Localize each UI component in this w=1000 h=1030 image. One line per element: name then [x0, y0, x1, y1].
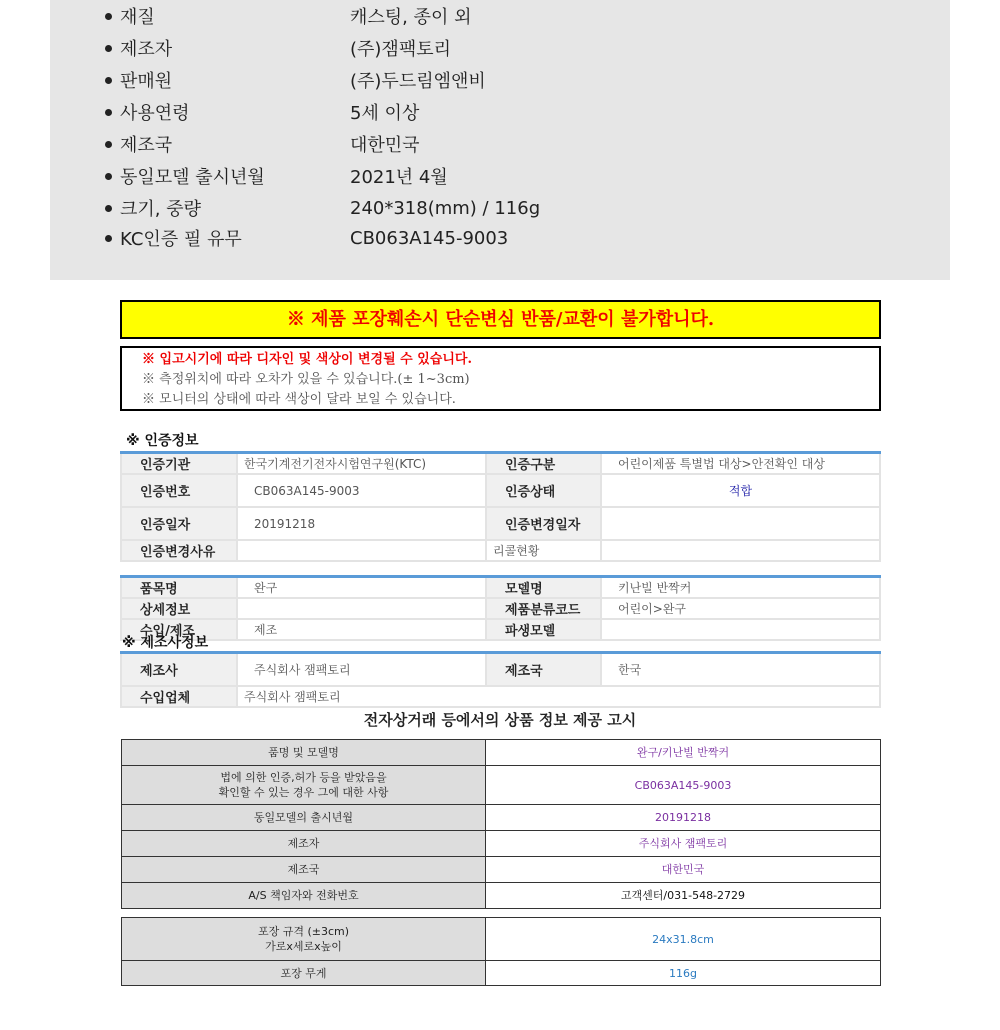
- spec-value: 5세 이상: [350, 103, 420, 124]
- cell: 품명 및 모델명: [122, 740, 486, 766]
- cell: [122, 918, 486, 961]
- cell: 주식회사 잼팩토리: [237, 686, 880, 707]
- cell: 제품분류코드: [486, 598, 601, 619]
- cell-line: 법에 의한 인증,허가 등을 받았음을: [220, 771, 387, 784]
- cert-table: [120, 451, 881, 562]
- table-row: [122, 961, 881, 986]
- spec-value: 캐스팅, 종이 외: [350, 7, 472, 28]
- cell: [601, 619, 880, 640]
- spec-label: 크기, 중량: [105, 195, 350, 221]
- table-row: [122, 831, 881, 857]
- notice-line: ※ 모니터의 상태에 따라 색상이 달라 보일 수 있습니다.: [142, 392, 456, 407]
- cert-title: ※ 인증정보: [126, 433, 199, 449]
- cell: 인증구분: [486, 453, 601, 475]
- notice-box: [120, 346, 881, 411]
- spec-row: [105, 96, 419, 128]
- table-row: [122, 918, 881, 961]
- cell: 완구/키난빌 반짝커: [486, 740, 881, 766]
- cell: 어린이>완구: [601, 598, 880, 619]
- spec-label: 제조국: [105, 131, 350, 157]
- product-info-table: [121, 739, 881, 909]
- table-row: [122, 857, 881, 883]
- cell: [237, 540, 486, 561]
- table-row: [121, 598, 880, 619]
- spec-row: [105, 128, 420, 160]
- cell: [601, 507, 880, 540]
- cell: CB063A145-9003: [237, 474, 486, 507]
- spec-label: 제조자: [105, 35, 350, 61]
- cell: 제조사: [121, 653, 237, 686]
- cell: 주식회사 잼팩토리: [237, 653, 486, 686]
- table-row: [121, 540, 880, 561]
- spec-value: 2021년 4월: [350, 167, 448, 188]
- cell: 수입업체: [121, 686, 237, 707]
- spec-row: [105, 64, 486, 96]
- cell: 대한민국: [486, 857, 881, 883]
- cell: 키난빌 반짝커: [601, 577, 880, 599]
- spec-value: 240*318(mm) / 116g: [350, 197, 541, 219]
- cell: 인증일자: [121, 507, 237, 540]
- cell: 제조: [237, 619, 486, 640]
- cell-line: 가로x세로x높이: [265, 940, 342, 953]
- spec-row: [105, 32, 451, 64]
- spec-value: (주)두드림엠앤비: [350, 71, 486, 92]
- table-row: [122, 740, 881, 766]
- cell: 포장 무게: [122, 961, 486, 986]
- table-row: [121, 686, 880, 707]
- cell: CB063A145-9003: [486, 766, 881, 805]
- spec-value: (주)잼팩토리: [350, 39, 451, 60]
- cell-line: 포장 규격 (±3cm): [257, 925, 350, 938]
- table-row: [122, 805, 881, 831]
- package-table: [121, 917, 881, 986]
- spec-label: 판매원: [105, 67, 350, 93]
- table-row: [121, 474, 880, 507]
- product-table: [120, 575, 881, 641]
- table-row: [121, 653, 880, 686]
- cell: 20191218: [237, 507, 486, 540]
- notice-line: ※ 입고시기에 따라 디자인 및 색상이 변경될 수 있습니다.: [142, 352, 473, 367]
- spec-row: [105, 222, 508, 254]
- cell: 116g: [486, 961, 881, 986]
- cell: 주식회사 잼팩토리: [486, 831, 881, 857]
- cell-line: 확인할 수 있는 경우 그에 대한 사항: [218, 786, 389, 799]
- spec-row: [105, 0, 472, 32]
- cell: 인증변경사유: [121, 540, 237, 561]
- cell: 수입/제조: [121, 619, 237, 640]
- spec-label: 사용연령: [105, 99, 350, 125]
- cell: 고객센터/031-548-2729: [486, 883, 881, 909]
- cell: 어린이제품 특별법 대상>안전확인 대상: [601, 453, 880, 475]
- cell: [601, 540, 880, 561]
- spec-label: 재질: [105, 3, 350, 29]
- cell: 품목명: [121, 577, 237, 599]
- table-row: [122, 766, 881, 805]
- cell: 리콜현황: [486, 540, 601, 561]
- cell: [237, 598, 486, 619]
- table-row: [121, 577, 880, 599]
- spec-value: 대한민국: [350, 135, 420, 156]
- notice-line: ※ 측정위치에 따라 오차가 있을 수 있습니다.(± 1~3cm): [142, 372, 470, 387]
- cell: 인증기관: [121, 453, 237, 475]
- cell: 20191218: [486, 805, 881, 831]
- cell: 동일모델의 출시년월: [122, 805, 486, 831]
- spec-label: 동일모델 출시년월: [105, 163, 350, 189]
- maker-title: ※ 제조사정보: [122, 635, 209, 651]
- cell: 한국: [601, 653, 880, 686]
- cell: 24x31.8cm: [486, 918, 881, 961]
- spec-value: CB063A145-9003: [350, 227, 509, 249]
- cell: 완구: [237, 577, 486, 599]
- cell: 한국기계전기전자시험연구원(KTC): [237, 453, 486, 475]
- spec-row: [105, 160, 448, 192]
- cell: 인증변경일자: [486, 507, 601, 540]
- cell: 제조자: [122, 831, 486, 857]
- cert-status: 적합: [601, 474, 880, 507]
- table-row: [121, 453, 880, 475]
- cell: A/S 책임자와 전화번호: [122, 883, 486, 909]
- maker-table: [120, 651, 881, 708]
- spec-panel: [50, 0, 950, 280]
- notice-title: 전자상거래 등에서의 상품 정보 제공 고시: [363, 711, 637, 729]
- spec-row: [105, 192, 540, 224]
- return-warning: ※ 제품 포장훼손시 단순변심 반품/교환이 불가합니다.: [120, 300, 881, 339]
- table-row: [122, 883, 881, 909]
- cell: 인증번호: [121, 474, 237, 507]
- cell: 제조국: [486, 653, 601, 686]
- cell: 모델명: [486, 577, 601, 599]
- cell: [122, 766, 486, 805]
- cell: 인증상태: [486, 474, 601, 507]
- table-row: [121, 619, 880, 640]
- table-row: [121, 507, 880, 540]
- cell: 상세정보: [121, 598, 237, 619]
- cell: 제조국: [122, 857, 486, 883]
- spec-label: KC인증 필 유무: [105, 225, 350, 251]
- cell: 파생모델: [486, 619, 601, 640]
